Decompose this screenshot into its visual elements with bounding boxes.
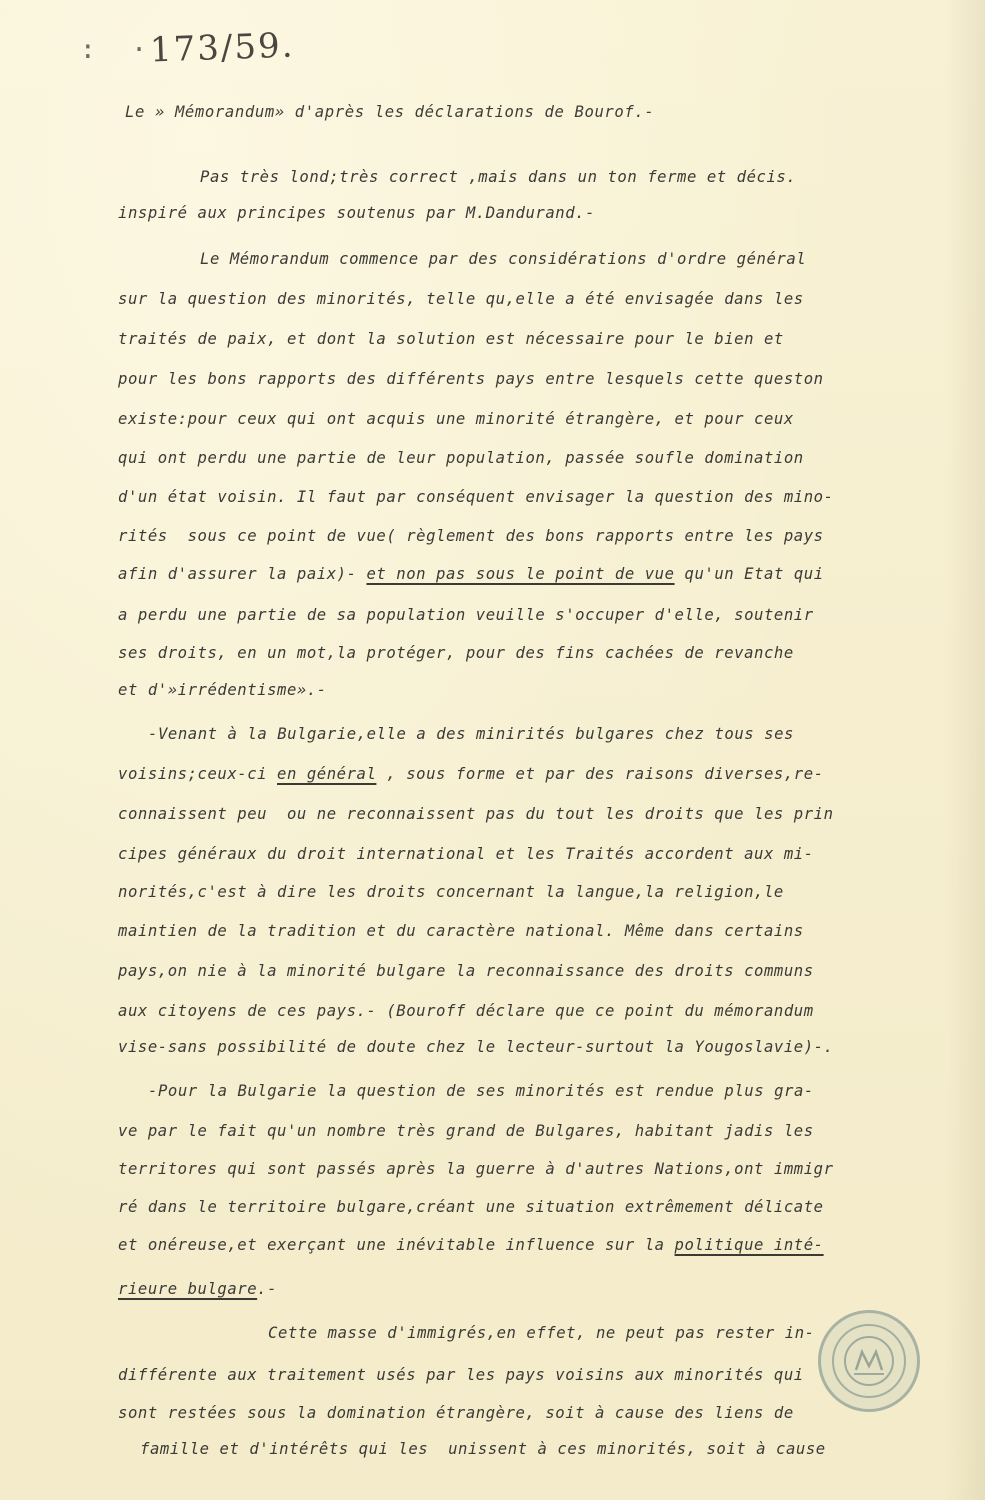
text-line: territores qui sont passés après la guerre à d'autres Nations,ont immigr xyxy=(118,1160,834,1178)
text-line: d'un état voisin. Il faut par conséquent envisager la question des mino- xyxy=(118,488,834,506)
text-line: rieure bulgare.- xyxy=(118,1280,278,1298)
text-line: -Venant à la Bulgarie,elle a des minirités bulgares chez tous ses xyxy=(148,725,794,743)
text-line: et d'»irrédentisme».- xyxy=(118,681,327,699)
text-line: ses droits, en un mot,la protéger, pour des fins cachées de revanche xyxy=(118,644,794,662)
text-line: existe:pour ceux qui ont acquis une minorité étrangère, et pour ceux xyxy=(118,410,794,428)
text-line: rités sous ce point de vue( règlement des bons rapports entre les pays xyxy=(118,527,824,545)
underlined-phrase: politique inté- xyxy=(674,1236,824,1254)
text-line: famille et d'intérêts qui les unissent à ces minorités, soit à cause xyxy=(140,1440,826,1458)
page-edge-shadow xyxy=(945,0,985,1500)
text-line: cipes généraux du droit international et les Traités accordent aux mi- xyxy=(118,845,814,863)
text-line: inspiré aux principes soutenus par M.Dandurand.- xyxy=(118,204,596,222)
document-heading: Le » Mémorandum» d'après les déclarations de Bourof.- xyxy=(125,103,655,121)
text-line: voisins;ceux-ci en général , sous forme et par des raisons diverses,re- xyxy=(118,765,824,783)
text-line: maintien de la tradition et du caractère national. Même dans certains xyxy=(118,922,804,940)
underlined-phrase: en général xyxy=(277,765,377,783)
text-line: Pas très lond;très correct ,mais dans un ton ferme et décis. xyxy=(200,168,797,186)
text-line: -Pour la Bulgarie la question de ses minorités est rendue plus gra- xyxy=(148,1082,814,1100)
margin-dots: : · xyxy=(80,35,157,65)
archive-stamp xyxy=(818,1310,920,1412)
text-line: afin d'assurer la paix)- et non pas sous le point de vue qu'un Etat qui xyxy=(118,565,824,583)
text-line: Cette masse d'immigrés,en effet, ne peut pas rester in- xyxy=(268,1324,815,1342)
text-line: pour les bons rapports des différents pays entre lesquels cette queston xyxy=(118,370,824,388)
text-line: pays,on nie à la minorité bulgare la reconnaissance des droits communs xyxy=(118,962,814,980)
text-line: Le Mémorandum commence par des considérations d'ordre général xyxy=(200,250,807,268)
stamp-emblem-icon xyxy=(842,1334,896,1388)
text-line: qui ont perdu une partie de leur population, passée soufle domination xyxy=(118,449,804,467)
text-line: aux citoyens de ces pays.- (Bouroff déclare que ce point du mémorandum xyxy=(118,1002,814,1020)
underlined-phrase: et non pas sous le point de vue xyxy=(366,565,675,583)
text-line: traités de paix, et dont la solution est nécessaire pour le bien et xyxy=(118,330,784,348)
text-line: vise-sans possibilité de doute chez le lecteur-surtout la Yougoslavie)-. xyxy=(118,1038,834,1056)
handwritten-reference-number: 173/59. xyxy=(149,25,296,71)
text-line: sont restées sous la domination étrangère, soit à cause des liens de xyxy=(118,1404,794,1422)
text-line: ré dans le territoire bulgare,créant une situation extrêmement délicate xyxy=(118,1198,824,1216)
text-line: norités,c'est à dire les droits concernant la langue,la religion,le xyxy=(118,883,784,901)
text-line: et onéreuse,et exerçant une inévitable influence sur la politique inté- xyxy=(118,1236,824,1254)
stamp-inner-ring xyxy=(832,1324,906,1398)
text-line: connaissent peu ou ne reconnaissent pas du tout les droits que les prin xyxy=(118,805,834,823)
text-line: ve par le fait qu'un nombre très grand de Bulgares, habitant jadis les xyxy=(118,1122,814,1140)
text-line: a perdu une partie de sa population veuille s'occuper d'elle, soutenir xyxy=(118,606,814,624)
text-line: sur la question des minorités, telle qu,elle a été envisagée dans les xyxy=(118,290,804,308)
underlined-phrase: rieure bulgare xyxy=(118,1280,258,1298)
text-line: différente aux traitement usés par les pays voisins aux minorités qui xyxy=(118,1366,804,1384)
